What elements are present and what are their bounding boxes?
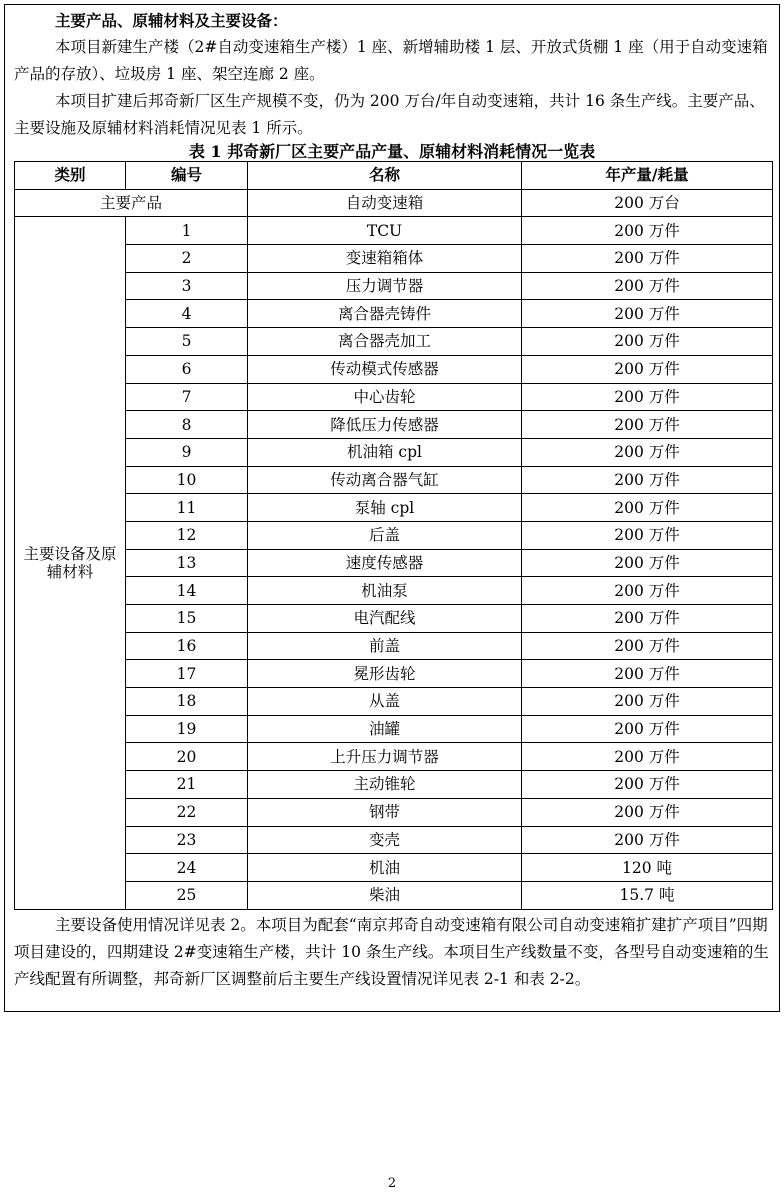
row-no: 14 — [126, 577, 248, 605]
row-no: 23 — [126, 826, 248, 854]
row-name: 上升压力调节器 — [248, 743, 522, 771]
row-no: 1 — [126, 217, 248, 245]
row-amount: 200 万件 — [522, 771, 773, 799]
row-no: 8 — [126, 411, 248, 439]
row-no: 10 — [126, 466, 248, 494]
row-amount: 200 万件 — [522, 328, 773, 356]
row-name: 速度传感器 — [248, 549, 522, 577]
row-name: 变壳 — [248, 826, 522, 854]
row-no: 7 — [126, 383, 248, 411]
row-name: 机油泵 — [248, 577, 522, 605]
products-materials-table — [14, 161, 773, 910]
paragraph-2: 本项目扩建后邦奇新厂区生产规模不变，仍为 200 万台/年自动变速箱，共计 16 条生产线。主要产品、主要设施及原辅材料消耗情况见表 1 所示。 — [14, 92, 765, 137]
row-amount: 200 万件 — [522, 411, 773, 439]
row-no: 15 — [126, 605, 248, 633]
row-no: 19 — [126, 715, 248, 743]
row-amount: 200 万件 — [522, 300, 773, 328]
row-no: 16 — [126, 632, 248, 660]
row-no: 9 — [126, 438, 248, 466]
row-no: 3 — [126, 272, 248, 300]
row-amount: 15.7 吨 — [522, 881, 773, 909]
row-no: 17 — [126, 660, 248, 688]
table-row — [15, 549, 773, 577]
row-amount: 200 万件 — [522, 521, 773, 549]
table-row — [15, 438, 773, 466]
table-row — [15, 217, 773, 245]
row-amount: 200 万件 — [522, 798, 773, 826]
page-number: 2 — [387, 1176, 397, 1191]
table-row — [15, 881, 773, 909]
paragraph-1: 本项目新建生产楼（2#自动变速箱生产楼）1 座、新增辅助楼 1 层、开放式货棚 1 座（用于自动变速箱产品的存放）、垃圾房 1 座、架空连廊 2 座。 — [14, 38, 768, 83]
row-name: 泵轴 cpl — [248, 494, 522, 522]
row-amount: 200 万件 — [522, 660, 773, 688]
row-name: 降低压力传感器 — [248, 411, 522, 439]
row-amount: 200 万件 — [522, 715, 773, 743]
row-amount: 200 万件 — [522, 217, 773, 245]
row-name: 从盖 — [248, 688, 522, 716]
row-amount: 200 万件 — [522, 826, 773, 854]
row-amount: 200 万件 — [522, 438, 773, 466]
table-row — [15, 383, 773, 411]
row-name: 电汽配线 — [248, 605, 522, 633]
table-row — [15, 466, 773, 494]
row-name: 前盖 — [248, 632, 522, 660]
table-row — [15, 494, 773, 522]
row-name: 油罐 — [248, 715, 522, 743]
row-amount: 200 万件 — [522, 688, 773, 716]
row-no: 18 — [126, 688, 248, 716]
row-name: 压力调节器 — [248, 272, 522, 300]
header-category: 类别 — [15, 162, 126, 190]
row-amount: 200 万件 — [522, 494, 773, 522]
row-name: 柴油 — [248, 881, 522, 909]
row-name: 离合器壳铸件 — [248, 300, 522, 328]
header-amount: 年产量/耗量 — [522, 162, 773, 190]
row-no: 20 — [126, 743, 248, 771]
row-name: 变速箱箱体 — [248, 245, 522, 273]
row-no: 21 — [126, 771, 248, 799]
table-row — [15, 771, 773, 799]
table-row — [15, 826, 773, 854]
row-amount: 200 万件 — [522, 577, 773, 605]
row-name: 传动模式传感器 — [248, 355, 522, 383]
row-amount: 200 万件 — [522, 245, 773, 273]
material-category: 主要设备及原辅材料 — [15, 217, 126, 909]
paragraph-3: 主要设备使用情况详见表 2。本项目为配套“南京邦奇自动变速箱有限公司自动变速箱扩建扩产项目”四期项目建设的，四期建设 2#变速箱生产楼，共计 10 条生产线。本项目生产线数量不变，各型号自动变速箱的生产线配置有所调整，邦奇新厂区调整前后主要生产线设置情况详见表 2-1 和表 2-2。 — [14, 916, 769, 988]
table-header-row — [15, 162, 773, 190]
row-no: 24 — [126, 854, 248, 882]
row-no: 5 — [126, 328, 248, 356]
row-name: 后盖 — [248, 521, 522, 549]
row-amount: 200 万件 — [522, 466, 773, 494]
table-row — [15, 660, 773, 688]
table-row — [15, 355, 773, 383]
product-row — [15, 189, 773, 217]
table-row — [15, 854, 773, 882]
table-row — [15, 300, 773, 328]
row-no: 13 — [126, 549, 248, 577]
row-no: 4 — [126, 300, 248, 328]
header-number: 编号 — [126, 162, 248, 190]
table-row — [15, 328, 773, 356]
table-caption: 表 1 邦奇新厂区主要产品产量、原辅材料消耗情况一览表 — [188, 142, 596, 161]
row-amount: 200 万件 — [522, 743, 773, 771]
row-name: TCU — [248, 217, 522, 245]
row-name: 主动锥轮 — [248, 771, 522, 799]
row-name: 机油箱 cpl — [248, 438, 522, 466]
row-amount: 200 万件 — [522, 605, 773, 633]
row-name: 中心齿轮 — [248, 383, 522, 411]
table-row — [15, 411, 773, 439]
table-row — [15, 743, 773, 771]
row-no: 11 — [126, 494, 248, 522]
table-row — [15, 798, 773, 826]
table-row — [15, 272, 773, 300]
table-row — [15, 245, 773, 273]
header-name: 名称 — [248, 162, 522, 190]
row-no: 6 — [126, 355, 248, 383]
row-no: 12 — [126, 521, 248, 549]
product-amount: 200 万台 — [522, 189, 773, 217]
row-name: 传动离合器气缸 — [248, 466, 522, 494]
table-row — [15, 521, 773, 549]
row-amount: 200 万件 — [522, 272, 773, 300]
row-no: 25 — [126, 881, 248, 909]
table-row — [15, 715, 773, 743]
section-heading: 主要产品、原辅材料及主要设备： — [55, 11, 288, 30]
row-name: 机油 — [248, 854, 522, 882]
product-name: 自动变速箱 — [248, 189, 522, 217]
product-category: 主要产品 — [15, 189, 248, 217]
row-no: 2 — [126, 245, 248, 273]
row-name: 钢带 — [248, 798, 522, 826]
row-amount: 200 万件 — [522, 355, 773, 383]
table-row — [15, 632, 773, 660]
row-amount: 200 万件 — [522, 632, 773, 660]
row-amount: 200 万件 — [522, 383, 773, 411]
table-row — [15, 577, 773, 605]
row-amount: 200 万件 — [522, 549, 773, 577]
row-name: 冕形齿轮 — [248, 660, 522, 688]
row-no: 22 — [126, 798, 248, 826]
table-row — [15, 688, 773, 716]
row-name: 离合器壳加工 — [248, 328, 522, 356]
row-amount: 120 吨 — [522, 854, 773, 882]
table-row — [15, 605, 773, 633]
